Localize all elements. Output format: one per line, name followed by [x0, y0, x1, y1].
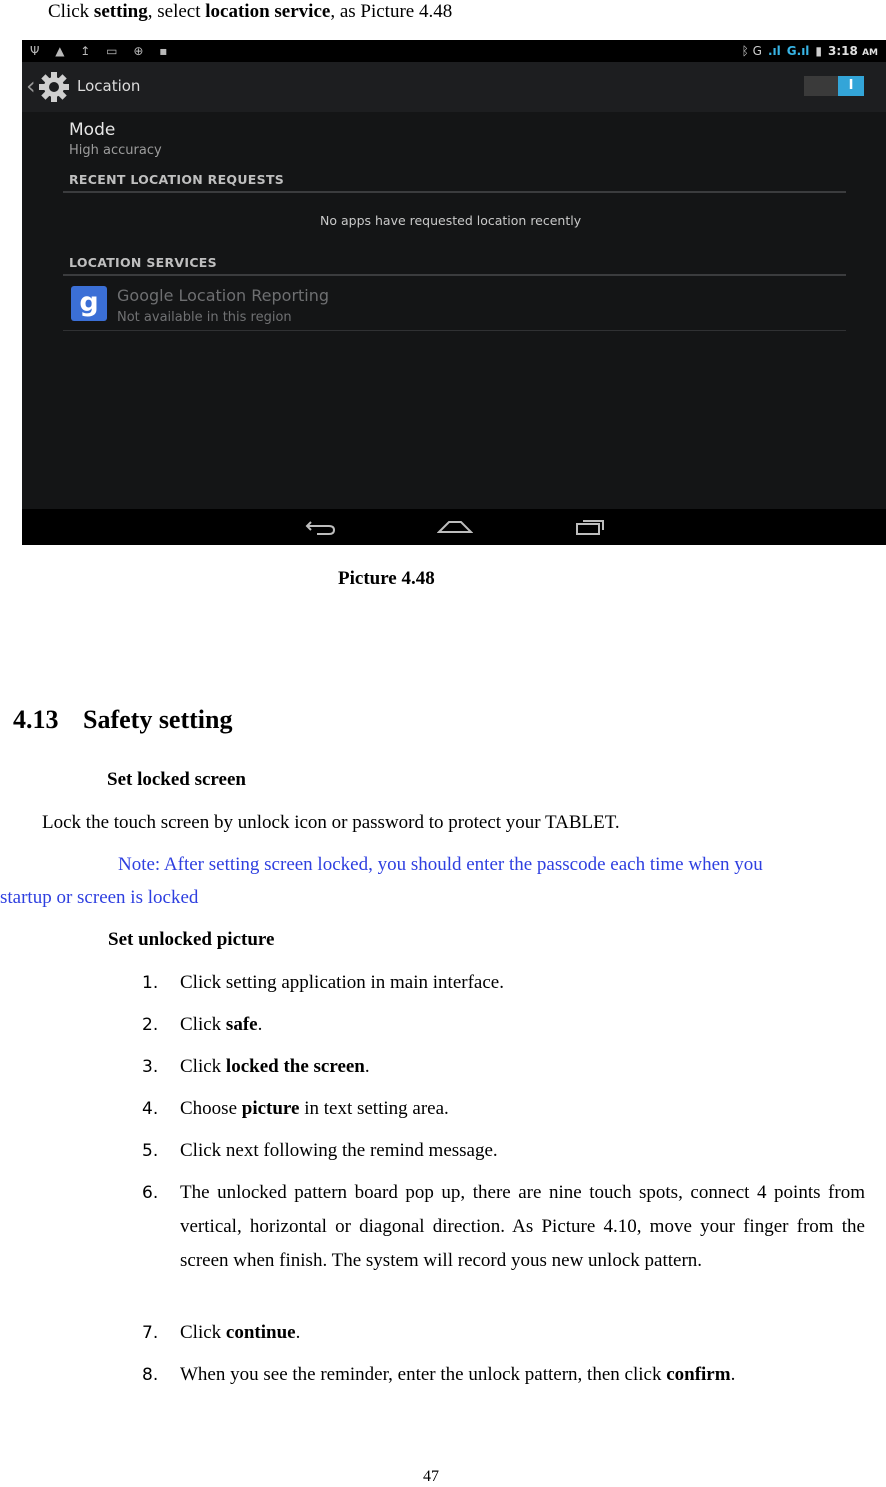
clock [828, 44, 878, 58]
step-text-post: . [730, 1364, 736, 1385]
bluetooth-gprs-icons: ᛒ G [741, 44, 762, 58]
mode-value[interactable]: High accuracy [69, 143, 162, 158]
clock-ampm: AM [862, 48, 878, 58]
intro-paragraph [48, 0, 452, 24]
step-text-post: . [257, 1014, 263, 1035]
battery-icon: ▮ [815, 44, 823, 58]
location-services-header: LOCATION SERVICES [69, 255, 217, 270]
step-text-post: in text setting area. [299, 1098, 449, 1119]
step-text-bold: picture [241, 1098, 300, 1119]
lock-paragraph: Lock the touch screen by unlock icon or password to protect your TABLET. [42, 812, 620, 833]
step-item [142, 1050, 865, 1084]
step-text [180, 966, 865, 1000]
step-text-pre: When you see the reminder, enter the unlock pattern, then click [180, 1364, 667, 1385]
step-item [142, 1092, 865, 1126]
section-number: 4.13 [13, 705, 59, 734]
location-toggle-knob[interactable]: I [838, 76, 864, 96]
google-icon: g [71, 286, 107, 321]
status-bar [22, 40, 886, 62]
step-text-pre: The unlocked pattern board pop up, there are nine touch spots, connect 4 points from vertical, horizontal or diagonal direction. As Picture 4.10, move your finger from the screen when finish. The system will record yous new unlock pattern. [180, 1182, 865, 1271]
intro-bold-location-service: location service [205, 1, 331, 22]
step-number: 8. [142, 1365, 159, 1385]
step-text-pre: Click next following the remind message. [180, 1140, 498, 1161]
intro-bold-setting: setting [93, 1, 148, 22]
step-text-bold: safe [225, 1014, 258, 1035]
mode-title[interactable]: Mode [69, 120, 116, 140]
subheading-set-locked-screen: Set locked screen [107, 769, 246, 790]
step-number: 1. [142, 973, 159, 993]
home-icon[interactable] [437, 518, 473, 536]
recents-icon[interactable] [575, 518, 607, 536]
google-location-reporting-title[interactable]: Google Location Reporting [117, 286, 330, 305]
clock-time: 3:18 [828, 44, 858, 58]
subheading-set-unlocked-picture: Set unlocked picture [108, 929, 275, 950]
step-text [180, 1008, 865, 1042]
figure-caption: Picture 4.48 [338, 568, 435, 589]
page-title: Location [77, 77, 141, 95]
recent-requests-header: RECENT LOCATION REQUESTS [69, 172, 285, 187]
step-number: 7. [142, 1323, 159, 1343]
signal-icon-2: G.ıl [786, 44, 810, 58]
intro-text: , select [147, 1, 206, 22]
section-heading [13, 705, 232, 735]
step-item [142, 1176, 865, 1278]
step-text-bold: locked the screen [225, 1056, 365, 1077]
step-text-pre: Choose [180, 1098, 242, 1119]
step-number: 3. [142, 1057, 159, 1077]
step-item [142, 1316, 865, 1350]
step-text [180, 1050, 865, 1084]
step-item [142, 1008, 865, 1042]
divider [63, 330, 846, 331]
step-number: 4. [142, 1099, 159, 1119]
step-number: 6. [142, 1183, 159, 1203]
google-location-reporting-subtitle: Not available in this region [117, 310, 292, 325]
step-text-post: . [364, 1056, 370, 1077]
status-icons [742, 44, 878, 58]
step-text-pre: Click [180, 1322, 226, 1343]
back-icon[interactable] [305, 518, 337, 536]
divider [63, 274, 846, 276]
note-line-1: Note: After setting screen locked, you should enter the passcode each time when you [118, 854, 763, 875]
step-text [180, 1134, 865, 1168]
page-number: 47 [423, 1468, 439, 1485]
notification-icons: Ψ ▲ ↥ ▭ ⊕ ▪ [30, 44, 174, 58]
step-text-pre: Click setting application in main interface. [180, 972, 504, 993]
intro-text: Click [48, 1, 94, 22]
step-text-bold: confirm [666, 1364, 731, 1385]
step-item [142, 1134, 865, 1168]
step-text [180, 1092, 865, 1126]
intro-text: , as Picture 4.48 [330, 1, 453, 22]
action-bar [22, 62, 886, 112]
signal-icon: .ıl [767, 44, 781, 58]
step-item [142, 966, 865, 1000]
step-number: 5. [142, 1141, 159, 1161]
step-item [142, 1358, 865, 1392]
step-text [180, 1176, 865, 1278]
divider [63, 191, 846, 193]
no-apps-message: No apps have requested location recently [320, 213, 582, 228]
step-text-pre: Click [180, 1014, 226, 1035]
step-text [180, 1316, 865, 1350]
step-text-post: . [295, 1322, 301, 1343]
note-line-2: startup or screen is locked [0, 887, 199, 908]
step-number: 2. [142, 1015, 159, 1035]
settings-gear-icon[interactable] [38, 71, 70, 103]
step-text [180, 1358, 865, 1392]
step-text-bold: continue [225, 1322, 296, 1343]
step-text-pre: Click [180, 1056, 226, 1077]
section-title: Safety setting [83, 705, 233, 734]
back-chevron-icon[interactable]: ‹ [26, 72, 36, 100]
location-settings-screenshot [22, 40, 886, 545]
